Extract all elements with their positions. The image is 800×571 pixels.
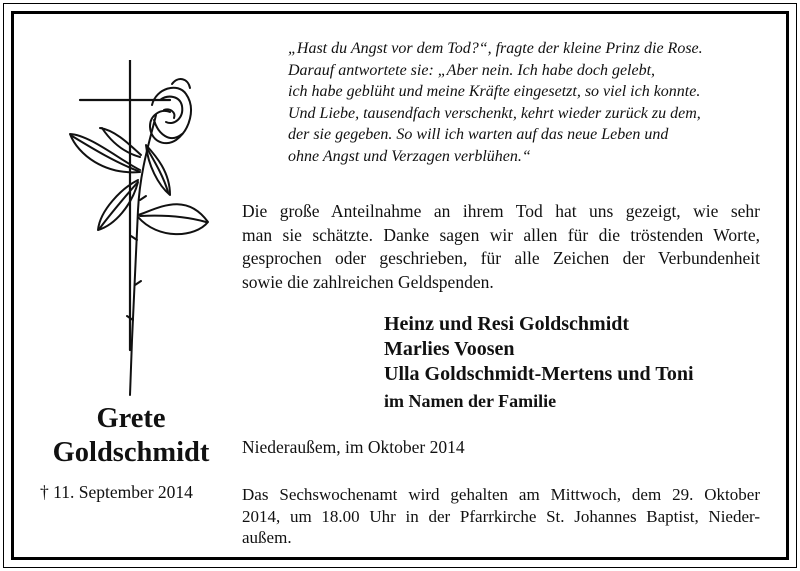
place-date: Niederaußem, im Oktober 2014 (242, 437, 465, 457)
signer-name: Marlies Voosen (384, 338, 515, 360)
signers-block (384, 312, 694, 413)
service-line: 2014, um 18.00 Uhr in der Pfarrkirche St. Johannes Baptist, Nieder- (242, 506, 760, 526)
quote-line: „Hast du Angst vor dem Tod?“, fragte der kleine Prinz die Rose. (288, 40, 703, 57)
thanks-text (242, 200, 760, 294)
quote-line: Darauf antwortete sie: „Aber nein. Ich habe doch gelebt, (288, 61, 656, 79)
deceased-first-name: Grete (96, 403, 166, 434)
signer-name: Ulla Goldschmidt-Mertens und Toni (384, 363, 694, 385)
rose-quote (288, 38, 768, 167)
family-line: im Namen der Familie (384, 391, 557, 411)
quote-line: Und Liebe, tausendfach verschenkt, kehrt wieder zurück zu dem, (288, 104, 701, 122)
death-date: † 11. September 2014 (40, 482, 193, 502)
quote-line: ich habe geblüht und meine Kräfte eingesetzt, so viel ich konnte. (288, 83, 701, 100)
deceased-last-name: Goldschmidt (52, 437, 210, 468)
service-line: Das Sechswochenamt wird gehalten am Mittwoch, dem 29. Oktober (242, 485, 760, 504)
thanks-line: gesprochen oder geschrieben, für alle Zeichen der Verbundenheit (242, 248, 760, 269)
quote-line: ohne Angst und Verzagen verblühen.“ (288, 147, 531, 165)
thanks-line: man sie schätzte. Danke sagen wir allen für die tröstenden Worte, (242, 224, 760, 245)
service-notice (242, 484, 760, 549)
thanks-line: sowie die zahlreichen Geldspenden. (242, 271, 494, 292)
cross-with-rose-icon (60, 60, 210, 400)
deceased-name (34, 402, 228, 470)
service-line: außem. (242, 528, 292, 547)
quote-line: der sie gegeben. So will ich warten auf das neue Leben und (288, 126, 669, 143)
thanks-line: Die große Anteilnahme an ihrem Tod hat uns gezeigt, wie sehr (242, 201, 760, 221)
signer-name: Heinz und Resi Goldschmidt (384, 313, 630, 335)
